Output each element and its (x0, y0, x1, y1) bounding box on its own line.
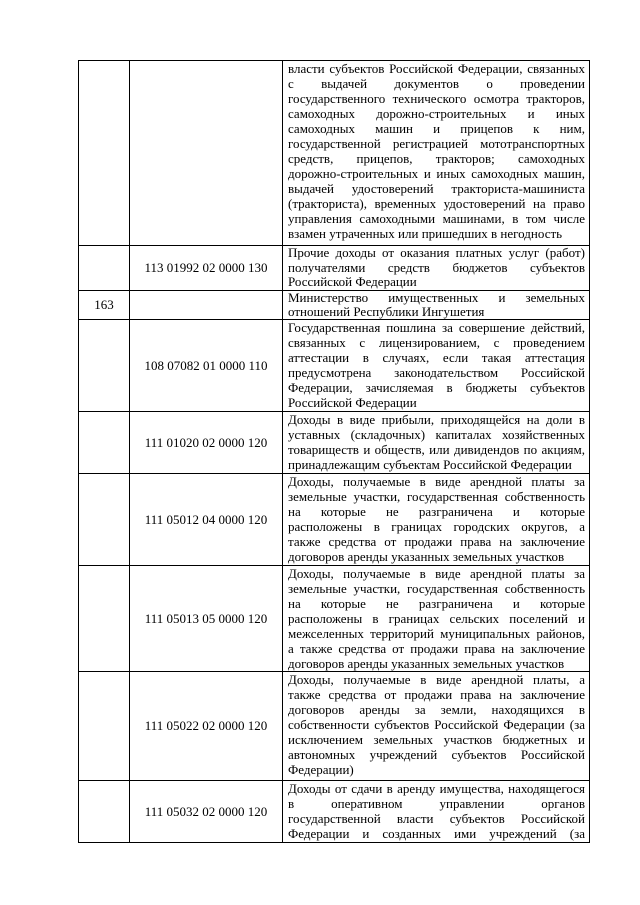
income-code: 113 01992 02 0000 130 (144, 260, 268, 275)
description-line: принадлежащим субъектам Российской Федерации (288, 457, 572, 472)
description-line: Доходы от сдачи в аренду имущества, находящегося (288, 781, 585, 796)
description-line: аттестации в случаях, если такая аттестация (288, 350, 585, 365)
description-line: самоходных дорожно-строительных и иных (288, 106, 585, 121)
description-line: дорожно-строительных и иных самоходных машин, (288, 166, 585, 181)
income-code-cell (130, 672, 283, 780)
income-description-cell (283, 781, 590, 842)
row-number: 163 (94, 297, 114, 312)
row-number-cell (79, 412, 130, 473)
income-code-cell (130, 246, 283, 290)
description-line: получателями средств бюджетов субъектов (288, 259, 585, 275)
description-line: Федерации) (288, 762, 354, 777)
row-number-cell (79, 566, 130, 671)
income-description-cell (283, 412, 590, 473)
income-code: 111 01020 02 0000 120 (144, 434, 268, 450)
description-line: Доходы в виде прибыли, приходящейся на доли в (288, 412, 585, 427)
description-line: управления самоходными машинами, в том числе (288, 211, 585, 226)
description-line: средств, прицепов, тракторов; самоходных (288, 151, 585, 166)
description-line: Федерации, зачисляемая в бюджеты субъектов (288, 380, 585, 395)
income-code-cell (130, 61, 283, 245)
row-number-cell (79, 61, 130, 245)
row-number-cell (79, 474, 130, 565)
description-line: договоров аренды указанных земельных участков (288, 549, 565, 564)
income-code: 111 05022 02 0000 120 (144, 718, 268, 733)
table-row (79, 672, 590, 781)
row-number-cell (79, 291, 130, 319)
description-line: Российской Федерации (288, 395, 417, 410)
description-line: Российской Федерации (288, 274, 417, 290)
table-row (79, 61, 590, 246)
description-line: в оперативном управлении органов (288, 796, 585, 811)
description-line: Федерации и созданных ими учреждений (за (288, 826, 585, 841)
description-line: Прочие доходы от оказания платных услуг (работ) (288, 245, 585, 260)
income-code-cell (130, 320, 283, 411)
description-line: с выдачей документов о проведении (288, 76, 585, 91)
description-line: договоров аренды за земли, находящихся в (288, 702, 585, 717)
income-code-cell (130, 412, 283, 473)
income-codes-table (78, 60, 590, 843)
description-line: Министерство имущественных и земельных (288, 290, 585, 305)
description-line: автономных учреждений субъектов Российской (288, 747, 585, 762)
income-code-cell (130, 566, 283, 671)
row-number-cell (79, 781, 130, 842)
description-line: уставных (складочных) капиталах хозяйственных (288, 427, 585, 442)
table-row (79, 291, 590, 320)
table-row (79, 320, 590, 412)
description-line: земельные участки, государственная собственность (288, 581, 585, 596)
description-line: земельные участки, государственная собственность (288, 489, 585, 504)
income-code-cell (130, 474, 283, 565)
description-line: связанных с лицензированием, с проведением (288, 335, 585, 350)
description-line: расположены в границах сельских поселений и (288, 611, 585, 626)
description-line: расположены в границах городских округов, а (288, 519, 585, 534)
description-line: предусмотрена законодательством Российской (288, 365, 585, 380)
description-line: на которые не разграничена и которые (288, 504, 585, 519)
description-line: а также средства от продажи права на заключение (288, 641, 585, 656)
income-description-cell (283, 474, 590, 565)
description-line: государственной власти субъектов Российской (288, 811, 585, 826)
income-code-cell (130, 781, 283, 842)
income-description-cell (283, 320, 590, 411)
table-row (79, 474, 590, 566)
income-code-cell (130, 291, 283, 319)
description-line: государственной регистрацией мототранспортных (288, 136, 585, 151)
description-line: выдачей удостоверений тракториста-машиниста (288, 181, 585, 196)
row-number-cell (79, 672, 130, 780)
income-description-cell (283, 61, 590, 245)
income-description-cell (283, 246, 590, 290)
description-line: власти субъектов Российской Федерации, связанных (288, 61, 585, 76)
income-code: 111 05032 02 0000 120 (144, 803, 268, 819)
description-line: также средства от продажи права на заключение (288, 687, 585, 702)
description-line: Доходы, получаемые в виде арендной платы за (288, 566, 585, 581)
description-line: отношений Республики Ингушетия (288, 304, 485, 319)
income-code: 111 05013 05 0000 120 (144, 610, 268, 626)
description-line: Доходы, получаемые в виде арендной платы, а (288, 672, 585, 687)
description-line: Государственная пошлина за совершение действий, (288, 320, 585, 335)
description-line: исключением земельных участков бюджетных и (288, 732, 585, 747)
description-line: государственного технического осмотра тракторов, (288, 91, 585, 106)
table-row (79, 566, 590, 672)
description-line: на которые не разграничена и которые (288, 596, 585, 611)
table-row (79, 781, 590, 843)
table-row (79, 412, 590, 474)
description-line: самоходных машин и прицепов к ним, (288, 121, 585, 136)
description-line: взамен утраченных или пришедших в негодность (288, 226, 563, 241)
description-line: договоров аренды указанных земельных участков (288, 656, 565, 671)
row-number-cell (79, 320, 130, 411)
description-line: (тракториста), временных удостоверений на право (288, 196, 585, 211)
description-line: также средства от продажи права на заключение (288, 534, 585, 549)
administrator-name-cell (283, 291, 590, 319)
description-line: собственности субъектов Российской Федерации (за (288, 717, 585, 732)
income-description-cell (283, 672, 590, 780)
income-code: 108 07082 01 0000 110 (144, 357, 268, 373)
table-row (79, 246, 590, 291)
description-line: товариществ и обществ, или дивидендов по акциям, (288, 442, 585, 457)
description-line: Доходы, получаемые в виде арендной платы за (288, 474, 585, 489)
row-number-cell (79, 246, 130, 290)
income-description-cell (283, 566, 590, 671)
description-line: межселенных территорий муниципальных районов, (288, 626, 585, 641)
income-code: 111 05012 04 0000 120 (144, 511, 268, 527)
